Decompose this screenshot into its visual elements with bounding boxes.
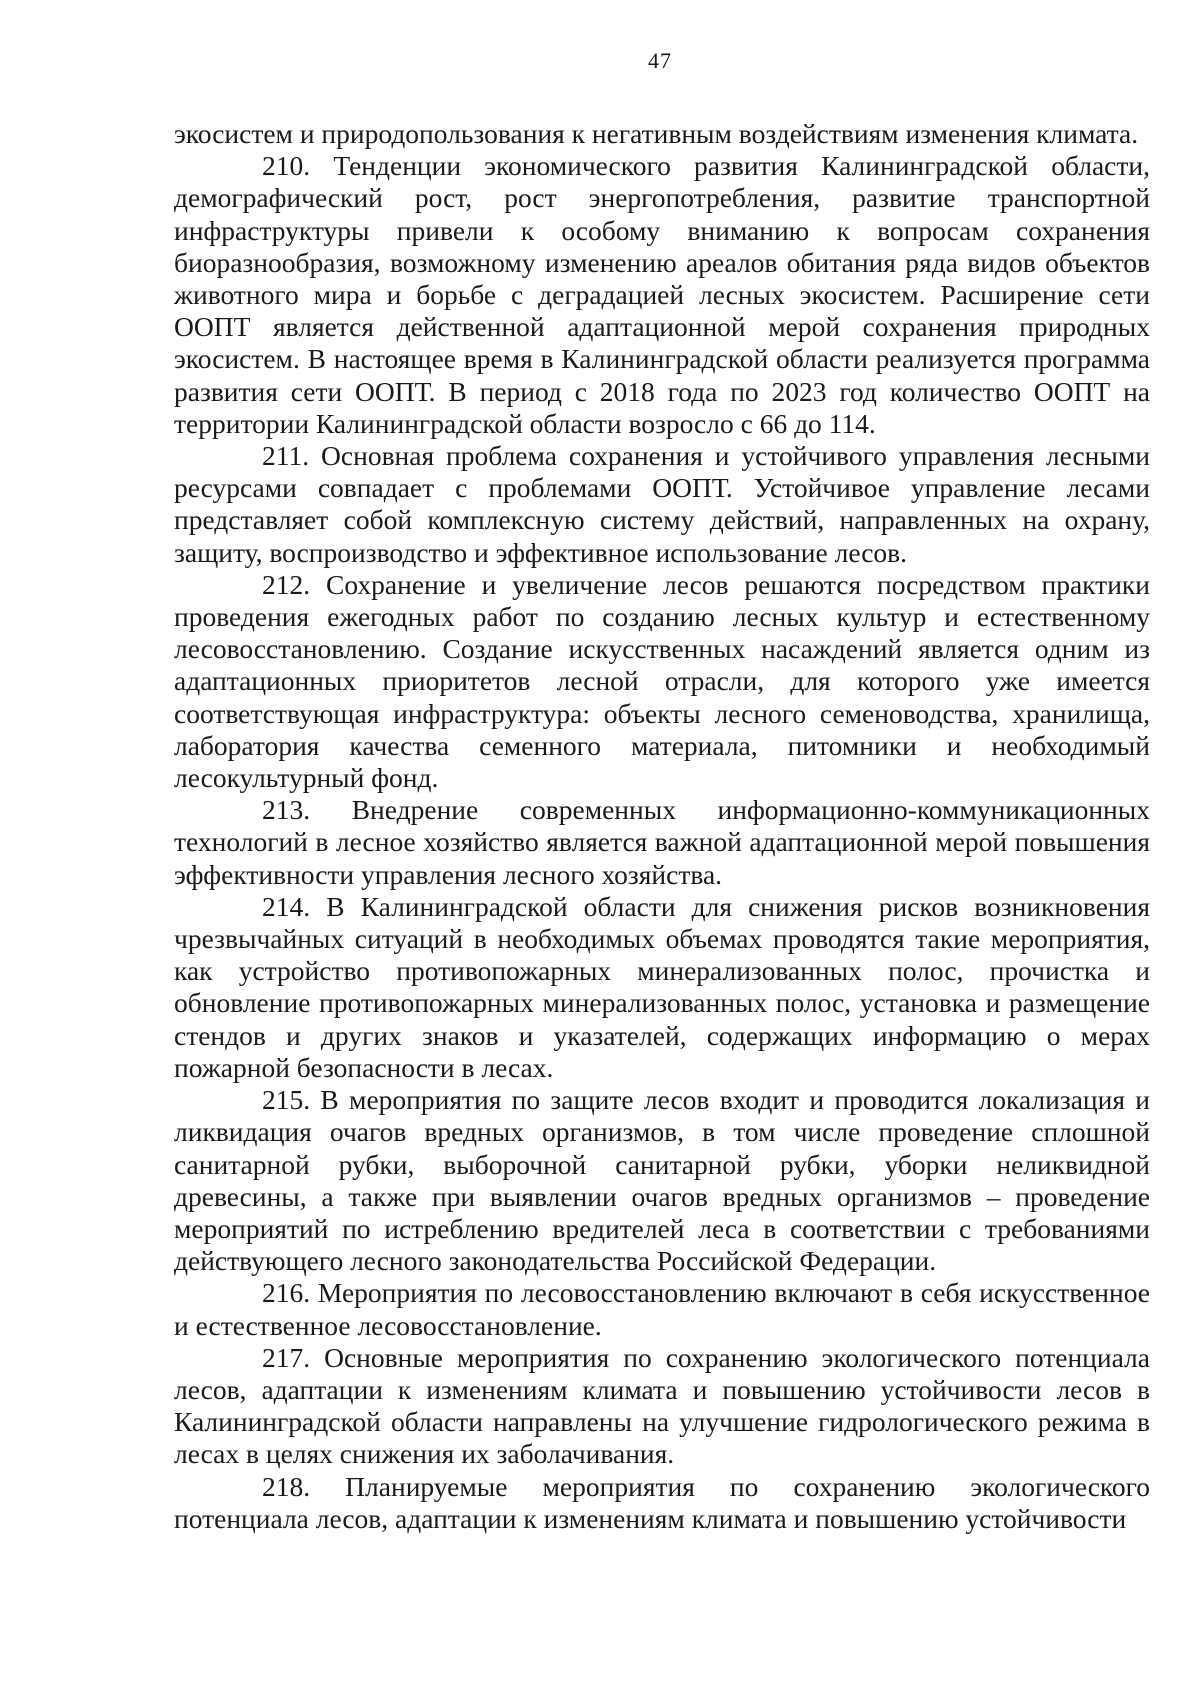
paragraph-continuation: экосистем и природопользования к негативным воздействиям изменения климата. <box>174 118 1139 149</box>
document-body <box>174 118 1150 1535</box>
paragraph-213: 213. Внедрение современных информационно-коммуникационных технологий в лесное хозяйство является важной адаптационной мерой повышения эффективности управления лесного хозяйства. <box>174 794 1150 890</box>
paragraph-212: 212. Сохранение и увеличение лесов решаются посредством практики проведения ежегодных работ по созданию лесных культур и естественному лесовосстановлению. Создание искусственных насаждений является одним из адаптационных приоритетов лесной отрасли, для которого уже имеется соответствующая инфраструктура: объекты лесного семеноводства, хранилища, лаборатория качества семенного материала, питомники и необходимый лесокультурный фонд. <box>174 568 1150 794</box>
paragraph-211: 211. Основная проблема сохранения и устойчивого управления лесными ресурсами совпадает с проблемами ООПТ. Устойчивое управление лесами представляет собой комплексную систему действий, направленных на охрану, защиту, воспроизводство и эффективное использование лесов. <box>174 440 1150 568</box>
page-number: 47 <box>648 48 672 73</box>
paragraph-214: 214. В Калининградской области для снижения рисков возникновения чрезвычайных ситуаций в необходимых объемах проводятся такие мероприятия, как устройство противопожарных минерализованных полос, прочистка и обновление противопожарных минерализованных полос, установка и размещение стендов и других знаков и указателей, содержащих информацию о мерах пожарной безопасности в лесах. <box>174 890 1150 1083</box>
paragraph-216: 216. Мероприятия по лесовосстановлению включают в себя искусственное и естественное лесовосстановление. <box>174 1277 1150 1341</box>
paragraph-210: 210. Тенденции экономического развития Калининградской области, демографический рост, рост энергопотребления, развитие транспортной инфраструктуры привели к особому вниманию к вопросам сохранения биоразнообразия, возможному изменению ареалов обитания ряда видов объектов животного мира и борьбе с деградацией лесных экосистем. Расширение сети ООПТ является действенной адаптационной мерой сохранения природных экосистем. В настоящее время в Калининградской области реализуется программа развития сети ООПТ. В период с 2018 года по 2023 год количество ООПТ на территории Калининградской области возросло с 66 до 114. <box>174 150 1150 439</box>
paragraph-217: 217. Основные мероприятия по сохранению экологического потенциала лесов, адаптации к изменениям климата и повышению устойчивости лесов в Калининградской области направлены на улучшение гидрологического режима в лесах в целях снижения их заболачивания. <box>174 1341 1150 1470</box>
paragraph-215: 215. В мероприятия по защите лесов входит и проводится локализация и ликвидация очагов вредных организмов, в том числе проведение сплошной санитарной рубки, выборочной санитарной рубки, уборки неликвидной древесины, а также при выявлении очагов вредных организмов – проведение мероприятий по истреблению вредителей леса в соответствии с требованиями действующего лесного законодательства Российской Федерации. <box>174 1084 1150 1277</box>
paragraph-218: 218. Планируемые мероприятия по сохранению экологического потенциала лесов, адаптации к изменениям климата и повышению устойчивости <box>174 1470 1150 1534</box>
